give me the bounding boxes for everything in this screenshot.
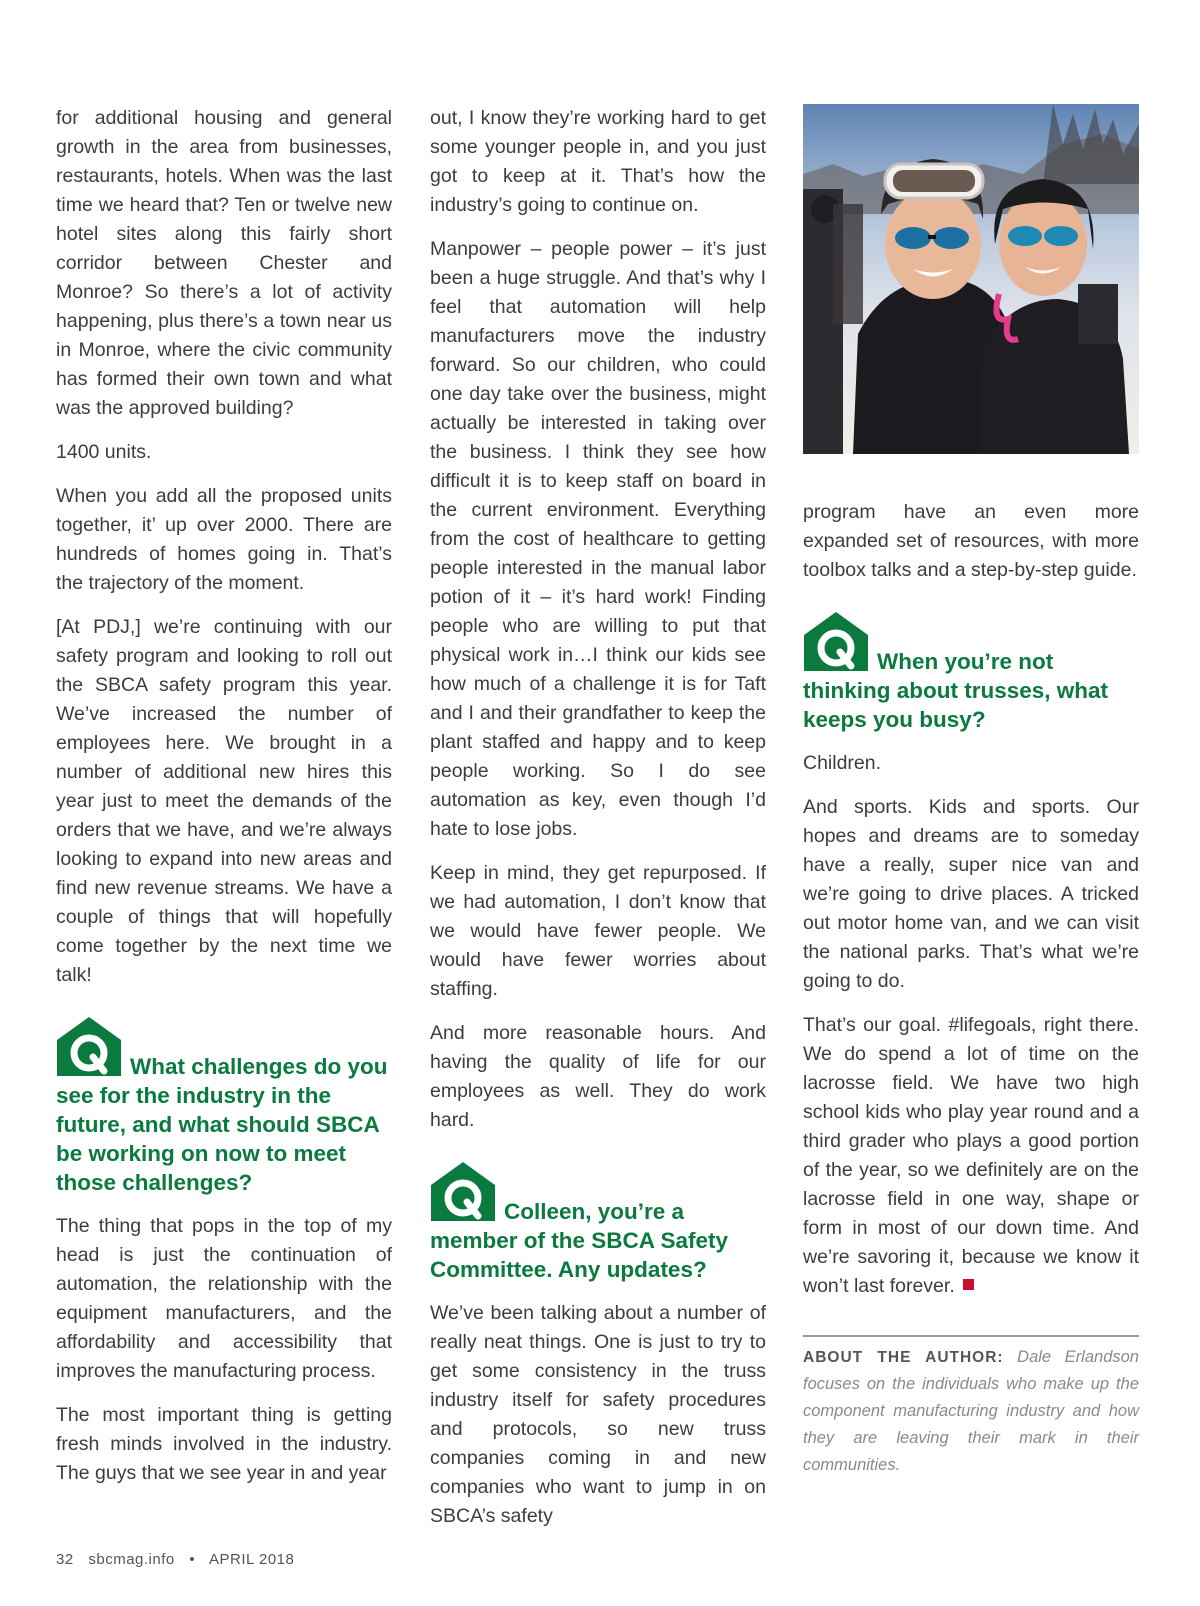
svg-text:Q: Q xyxy=(56,1016,57,1017)
page-number: 32 xyxy=(56,1551,74,1568)
closing-text: That’s our goal. #lifegoals, right there. We do spend a lot of time on the lacrosse field. We have two high school kids who play year round and a third grader who plays a good portion of the year, so we definitely are on the lacrosse field in one way, shape or form in most of our down time. And we’re savoring it, because we know it won’t last forever. xyxy=(803,1014,1139,1297)
answer-paragraph: Children. xyxy=(803,752,882,774)
paragraph: 1400 units. xyxy=(56,441,152,463)
paragraph: program have an even more expanded set of resources, with more toolbox talks and a step-by-step guide. xyxy=(803,501,1139,581)
column-2 xyxy=(430,104,766,1546)
q-house-icon xyxy=(803,611,869,672)
answer-paragraph: The most important thing is getting fresh minds involved in the industry. The guys that we see year in and year xyxy=(56,1404,392,1484)
author-label: ABOUT THE AUTHOR: xyxy=(803,1349,1004,1366)
paragraph: out, I know they’re working hard to get some younger people in, and you just got to keep at it. That’s how the industry’s going to continue on. xyxy=(430,107,766,216)
issue-date: APRIL 2018 xyxy=(209,1551,295,1568)
paragraph: And more reasonable hours. And having the quality of life for our employees as well. They do work hard. xyxy=(430,1022,766,1131)
question-heading xyxy=(430,1161,766,1284)
question-heading xyxy=(803,611,1139,734)
author-bio: Dale Erlandson focuses on the individuals who make up the component manufacturing industry and how they are leaving their mark in their communities. xyxy=(803,1348,1139,1474)
page-footer xyxy=(56,1551,304,1568)
column-3 xyxy=(803,104,1139,1479)
paragraph: Manpower – people power – it’s just been a huge struggle. And that’s why I feel that automation will help manufacturers move the industry forward. So our children, who could one day take over the business, might actually be interested in taking over the business. I think they see how difficult it is to keep staff on board in the current environment. Everything from the cost of healthcare to getting people interested in the manual labor potion of it – it’s hard work! Finding people who are willing to put that physical work in…I think our kids see how much of a challenge it is for Taft and I and their grandfather to keep the plant staffed and happy and to keep people working. So I do see automation as key, even though I’d hate to lose jobs. xyxy=(430,238,766,840)
q-house-icon xyxy=(56,1016,122,1077)
question-text: Colleen, you’re a member of the SBCA Safety Committee. Any updates? xyxy=(430,1199,728,1282)
site-link[interactable]: sbcmag.info xyxy=(88,1551,175,1568)
question-heading xyxy=(56,1016,392,1197)
column-1 xyxy=(56,104,392,1503)
paragraph: Keep in mind, they get repurposed. If we had automation, I don’t know that we would have fewer people. We would have fewer worries about staffing. xyxy=(430,862,766,1000)
question-text: What challenges do you see for the industry in the future, and what should SBCA be working on now to meet those challenges? xyxy=(56,1054,388,1195)
answer-paragraph: And sports. Kids and sports. Our hopes and dreams are to someday have a really, super nice van and we’re going to drive places. A tricked out motor home van, and we can visit the national parks. That’s what we’re going to do. xyxy=(803,796,1139,992)
skiers-photo xyxy=(803,104,1139,454)
closing-paragraph xyxy=(803,1011,1139,1301)
q-house-icon xyxy=(430,1161,496,1222)
paragraph: for additional housing and general growth in the area from businesses, restaurants, hotels. When was the last time we heard that? Ten or twelve new hotel sites along this fairly short corridor between Chester and Monroe? So there’s a lot of activity happening, plus there’s a town near us in Monroe, where the civic community has formed their own town and what was the approved building? xyxy=(56,107,392,419)
paragraph: When you add all the proposed units together, it’ up over 2000. There are hundreds of homes going in. That’s the trajectory of the moment. xyxy=(56,485,392,594)
end-mark-icon xyxy=(963,1279,974,1290)
answer-paragraph: We’ve been talking about a number of really neat things. One is just to try to get some consistency in the truss industry itself for safety procedures and protocols, so new truss companies coming in and new companies who want to jump in on SBCA’s safety xyxy=(430,1302,766,1527)
footer-separator: • xyxy=(189,1551,196,1568)
about-the-author xyxy=(803,1335,1139,1479)
question-text: When you’re not thinking about trusses, what keeps you busy? xyxy=(803,649,1109,732)
paragraph: [At PDJ,] we’re continuing with our safety program and looking to roll out the SBCA safety program this year. We’ve increased the number of employees here. We brought in a number of additional new hires this year just to meet the demands of the orders that we have, and we’re always looking to expand into new areas and find new revenue streams. We have a couple of things that will hopefully come together by the next time we talk! xyxy=(56,616,392,986)
answer-paragraph: The thing that pops in the top of my head is just the continuation of automation, the relationship with the equipment manufacturers, and the affordability and accessibility that improves the manufacturing process. xyxy=(56,1215,392,1382)
